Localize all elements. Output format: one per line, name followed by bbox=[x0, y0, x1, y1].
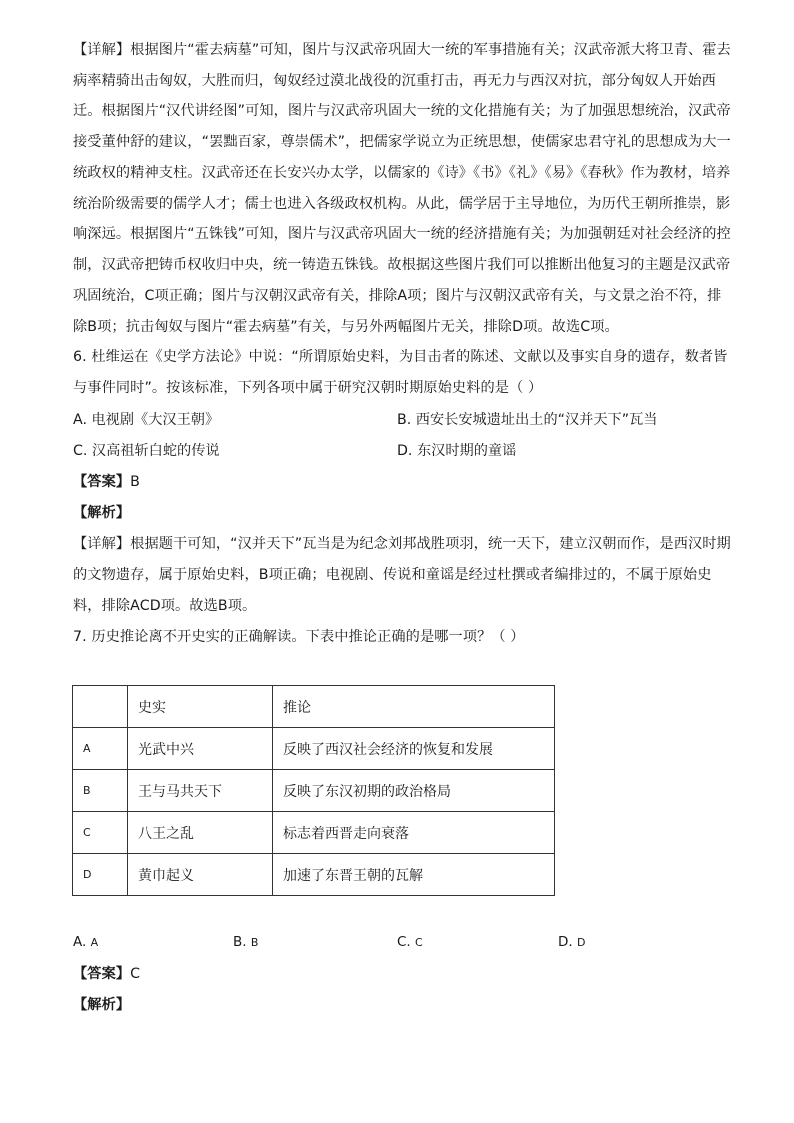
table-row bbox=[73, 812, 555, 854]
q6-detail-line: 的文物遗存，属于原始史料，B项正确；电视剧、传说和童谣是经过杜撰或者编排过的，不属于原始史 bbox=[73, 567, 712, 583]
q5-detail-line: 响深远。根据图片“五铢钱”可知，图片与汉武帝巩固大一统的经济措施有关；为加强朝廷对社会经济的控 bbox=[73, 226, 731, 242]
q6-analysis-label: 【解析】 bbox=[73, 505, 131, 521]
q6-answer bbox=[73, 472, 140, 492]
answer-value: B bbox=[130, 474, 140, 490]
q7-answer bbox=[73, 964, 140, 984]
table-header-cell: 史实 bbox=[128, 686, 273, 728]
table-cell: 光武中兴 bbox=[128, 728, 273, 770]
table-cell: 王与马共天下 bbox=[128, 770, 273, 812]
q7-analysis-label: 【解析】 bbox=[73, 997, 131, 1013]
q6-option-a: A. 电视剧《大汉王朝》 bbox=[73, 412, 220, 428]
choice-prefix: C. bbox=[397, 934, 411, 950]
q6-option-b: B. 西安长安城遗址出土的“汉并天下”瓦当 bbox=[397, 412, 658, 428]
answer-label: 【答案】 bbox=[73, 966, 131, 982]
table-row bbox=[73, 770, 555, 812]
choice-value: B bbox=[250, 936, 259, 949]
table-row bbox=[73, 728, 555, 770]
choice-prefix: D. bbox=[558, 934, 573, 950]
q5-detail-line: 除B项；抗击匈奴与图片“霍去病墓”有关，与另外两幅图片无关，排除D项。故选C项。 bbox=[73, 319, 619, 335]
table-cell: 标志着西晋走向衰落 bbox=[273, 812, 555, 854]
q6-detail-line: 【详解】根据题干可知，“汉并天下”瓦当是为纪念刘邦战胜项羽，统一天下，建立汉朝而作，是西汉时期 bbox=[73, 536, 731, 552]
q6-stem-line: 6. 杜维运在《史学方法论》中说：“所谓原始史料，为目击者的陈述、文献以及事实自身的遗存，数者皆 bbox=[73, 349, 728, 365]
table-cell: 黄巾起义 bbox=[128, 854, 273, 896]
q7-stem: 7. 历史推论离不开史实的正确解读。下表中推论正确的是哪一项？（ ） bbox=[73, 629, 525, 645]
table-header-cell bbox=[73, 686, 128, 728]
q5-detail-line: 统治阶级需要的儒学人才；儒士也进入各级政权机构。从此，儒学居于主导地位，为历代王朝所推崇，影 bbox=[73, 196, 731, 212]
table-cell: 八王之乱 bbox=[128, 812, 273, 854]
table-cell: B bbox=[73, 770, 128, 812]
q7-table bbox=[72, 685, 555, 896]
table-cell: 加速了东晋王朝的瓦解 bbox=[273, 854, 555, 896]
table-cell: 反映了西汉社会经济的恢复和发展 bbox=[273, 728, 555, 770]
q7-choice-b bbox=[233, 932, 258, 953]
table-header-row bbox=[73, 686, 555, 728]
table-row bbox=[73, 854, 555, 896]
answer-value: C bbox=[130, 966, 141, 982]
choice-prefix: B. bbox=[233, 934, 247, 950]
choice-prefix: A. bbox=[73, 934, 87, 950]
q5-detail-line: 迁。根据图片“汉代讲经图”可知，图片与汉武帝巩固大一统的文化措施有关；为了加强思想统治，汉武帝 bbox=[73, 103, 731, 119]
q5-detail-line: 病率精骑出击匈奴，大胜而归，匈奴经过漠北战役的沉重打击，再无力与西汉对抗，部分匈奴人开始西 bbox=[73, 73, 716, 89]
q7-choice-c bbox=[397, 932, 423, 953]
answer-label: 【答案】 bbox=[73, 474, 131, 490]
choice-value: C bbox=[415, 936, 423, 949]
q6-detail-line: 料，排除ACD项。故选B项。 bbox=[73, 598, 257, 614]
q7-choice-d bbox=[558, 932, 585, 953]
table-header-cell: 推论 bbox=[273, 686, 555, 728]
choice-value: A bbox=[90, 936, 99, 949]
q5-detail-line: 统政权的精神支柱。汉武帝还在长安兴办太学，以儒家的《诗》《书》《礼》《易》《春秋》作为教材，培养 bbox=[73, 165, 731, 181]
q6-option-d: D. 东汉时期的童谣 bbox=[397, 443, 517, 459]
q6-stem-line: 与事件同时”。按该标准，下列各项中属于研究汉朝时期原始史料的是（ ） bbox=[73, 380, 543, 396]
q5-detail-line: 巩固统治，C项正确；图片与汉朝汉武帝有关，排除A项；图片与汉朝汉武帝有关，与文景之治不符，排 bbox=[73, 288, 722, 304]
q5-detail-line: 接受董仲舒的建议，“罢黜百家，尊崇儒术”，把儒家学说立为正统思想，使儒家忠君守礼的思想成为大一 bbox=[73, 134, 731, 150]
q7-choice-a bbox=[73, 932, 98, 953]
table-cell: C bbox=[73, 812, 128, 854]
table-cell: D bbox=[73, 854, 128, 896]
choice-value: D bbox=[576, 936, 586, 949]
q5-detail-line: 【详解】根据图片“霍去病墓”可知，图片与汉武帝巩固大一统的军事措施有关；汉武帝派大将卫青、霍去 bbox=[73, 42, 731, 58]
q5-detail-line: 制，汉武帝把铸币权收归中央，统一铸造五铢钱。故根据这些图片我们可以推断出他复习的主题是汉武帝 bbox=[73, 257, 731, 273]
table-cell: A bbox=[73, 728, 128, 770]
table-cell: 反映了东汉初期的政治格局 bbox=[273, 770, 555, 812]
q6-option-c: C. 汉高祖斩白蛇的传说 bbox=[73, 443, 220, 459]
